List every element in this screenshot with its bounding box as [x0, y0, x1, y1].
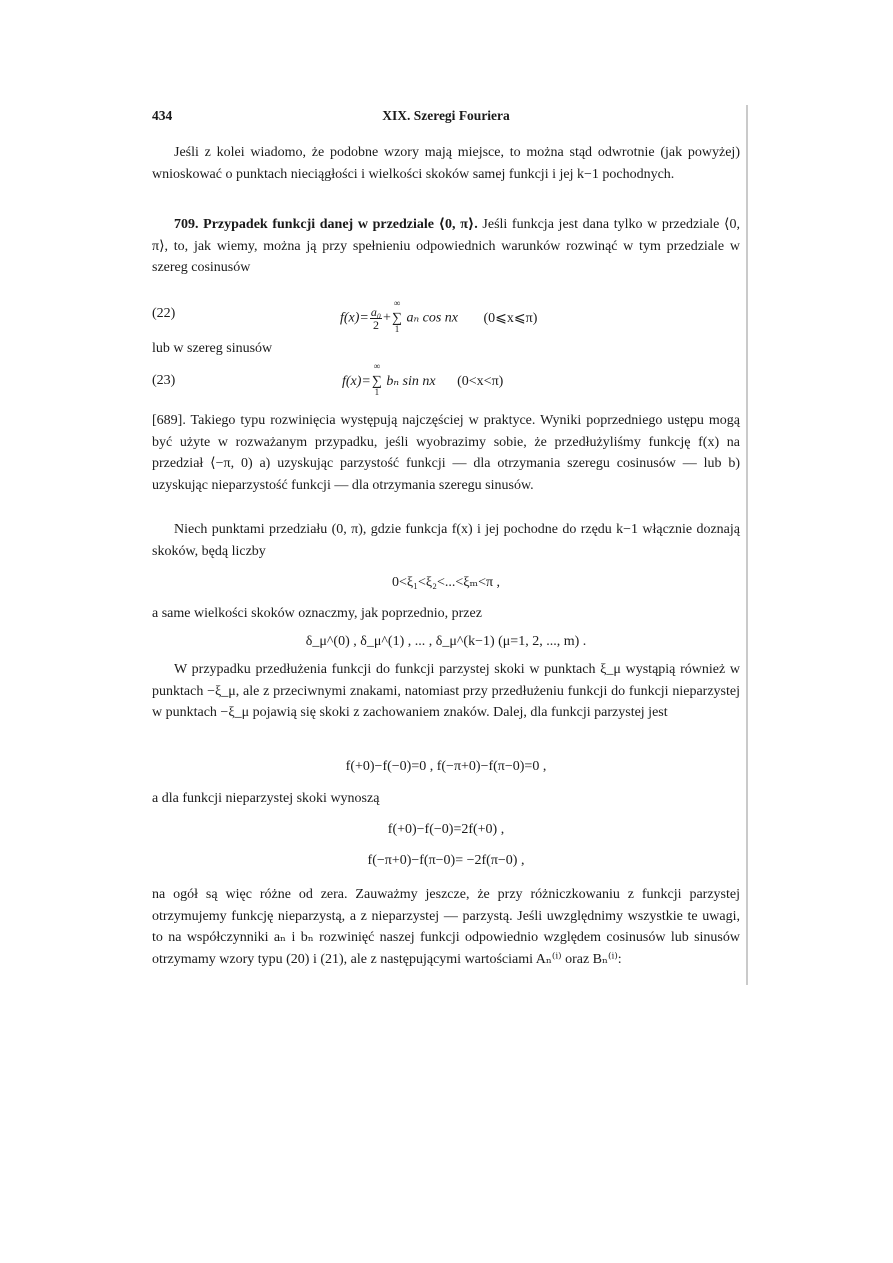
equation-22-body [340, 297, 538, 334]
equation-23 [152, 361, 740, 403]
eq22-sum-top: ∞ [393, 297, 401, 308]
equation-22 [152, 297, 740, 336]
equation-jumps: δ_μ^(0) , δ_μ^(1) , ... , δ_μ^(k−1) (μ=1, 2, ..., m) . [305, 634, 587, 649]
equation-points: 0<ξ₁<ξ₂<...<ξₘ<π , [391, 575, 501, 590]
page-header [152, 108, 740, 130]
equation-odd-2: f(−π+0)−f(π−0)= −2f(π−0) , [367, 853, 525, 868]
eq22-frac-den: 2 [372, 318, 379, 332]
paragraph-odd: a dla funkcji nieparzystej skoki wynoszą [152, 791, 380, 806]
paragraph-extension: W przypadku przedłużenia funkcji do funkcji parzystej skoki w punktach ξ_μ wystąpią również w punktach −ξ_μ, ale z przeciwnymi znakami, natomiast przy przedłużeniu funkcji do funkcji nieparzystej w punktach −ξ_μ pojawią się skoki z zachowaniem znaków. Dalej, dla funkcji parzystej jest [152, 662, 740, 720]
eq23-term: bₙ sin nx [386, 374, 436, 389]
section-text: Jeśli funkcja jest dana tylko w przedziale ⟨0, π⟩, to, jak wiemy, można ją przy spełnieniu odpowiednich warunków rozwinąć w tym przedziale w szereg cosinusów [152, 217, 740, 275]
paragraph-points: Niech punktami przedziału (0, π), gdzie funkcja f(x) i jej pochodne do rzędu k−1 włącznie doznają skoków, będą liczby [152, 522, 740, 559]
paragraph-sine: lub w szereg sinusów [152, 341, 273, 356]
equation-22-label: (22) [152, 306, 176, 321]
eq22-sum-bottom: 1 [394, 323, 400, 334]
page-number: 434 [152, 108, 173, 123]
eq23-condition: (0<x<π) [457, 374, 504, 389]
paragraph-689-text: Takiego typu rozwinięcia występują najczęściej w praktyce. Wyniki poprzedniego ustępu mogą być użyte w rozważanym przypadku, jeśli wyobrazimy sobie, że przedłużyliśmy funkcję f(x) na przedział ⟨−π, 0) a) uzyskując parzystość funkcji — dla otrzymania szeregu cosinusów — lub b) uzyskując nieparzystość funkcji — dla otrzymania szeregu sinusów. [152, 413, 740, 493]
section-heading: 709. Przypadek funkcji danej w przedziale ⟨0, π⟩. [174, 217, 478, 232]
eq22-plus: + [383, 310, 391, 326]
paragraph-jumps: a same wielkości skoków oznaczmy, jak poprzednio, przez [152, 606, 482, 621]
paragraph-689 [152, 410, 740, 496]
equation-23-label: (23) [152, 373, 176, 388]
scan-edge-line [746, 105, 748, 985]
equation-odd-1: f(+0)−f(−0)=2f(+0) , [387, 822, 505, 837]
paragraph-final: na ogół są więc różne od zera. Zauważmy jeszcze, że przy różniczkowaniu z funkcji parzystej otrzymujemy funkcję nieparzystą, a z nieparzystej — parzystą. Jeśli uwzględnimy wszystkie te uwagi, to na współczynniki aₙ i bₙ rozwinięć naszej funkcji odpowiednio względem cosinusów lub sinusów otrzymamy wzory typu (20) i (21), ale z następującymi wartościami Aₙ⁽ⁱ⁾ oraz Bₙ⁽ⁱ⁾: [152, 887, 740, 967]
equation-23-body [342, 361, 504, 397]
eq22-frac-num: a₀ [370, 305, 382, 319]
paragraph-intro: Jeśli z kolei wiadomo, że podobne wzory mają miejsce, to można stąd odwrotnie (jak powyżej) wnioskować o punktach nieciągłości i wielkości skoków samej funkcji i jej k−1 pochodnych. [152, 145, 740, 182]
eq23-lhs: f(x)= [342, 374, 371, 389]
equation-even: f(+0)−f(−0)=0 , f(−π+0)−f(π−0)=0 , [345, 759, 547, 774]
eq22-term: aₙ cos nx [406, 310, 459, 326]
reference-689: [689]. [152, 413, 186, 428]
section-709 [152, 214, 740, 279]
eq22-lhs: f(x)= [340, 310, 369, 326]
eq23-sum: ∞ ∑ 1 [371, 361, 382, 397]
eq22-condition: (0⩽x⩽π) [483, 310, 538, 326]
running-title: XIX. Szeregi Fouriera [382, 108, 510, 123]
eq22-sum: ∞ ∑ 1 [391, 297, 402, 334]
eq23-sum-top: ∞ [373, 361, 381, 371]
eq23-sum-bottom: 1 [374, 387, 380, 397]
eq22-fraction [370, 306, 382, 331]
